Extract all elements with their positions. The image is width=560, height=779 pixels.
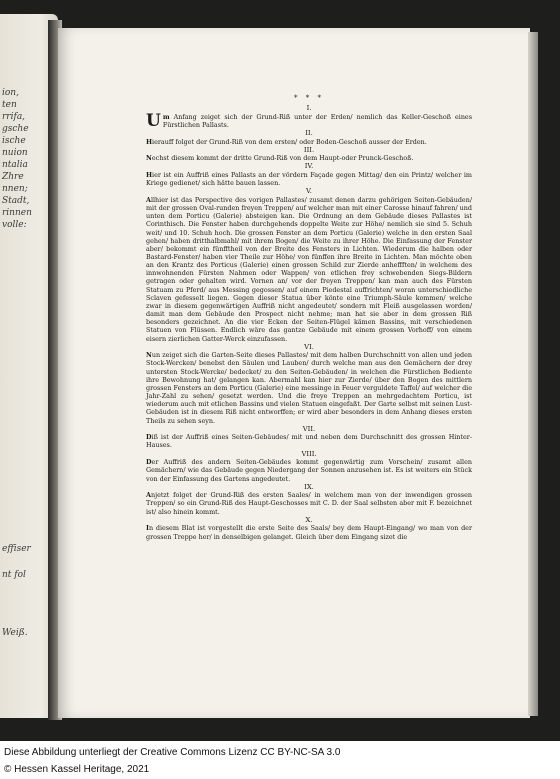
section-numeral: IX. [304,482,314,491]
section-numeral: VII. [302,424,316,433]
section-numeral: IV. [304,162,314,171]
section-numeral: II. [305,128,313,137]
left-page-fragment: gsche [2,124,29,134]
section-text: Hierauff folget der Grund-Riß von dem ersten/ oder Boden-Geschoß ausser der Erden. [146,137,427,146]
section-numeral: VIII. [301,449,317,458]
section-numeral: VI. [304,342,314,351]
image-footer [4,744,556,778]
left-page-fragment: nuion [2,148,28,158]
section-numeral: I. [306,104,312,112]
left-page-fragment: ntalia [2,160,28,170]
left-page-fragment: ten [2,100,17,110]
left-page-fragment: rrifa, [2,112,26,122]
section-numeral: III. [303,145,315,154]
left-page-fragment: Stadt, [2,196,30,206]
section-text [146,110,472,131]
left-page-fragment: volle: [2,220,27,230]
section-text: Anjetzt folget der Grund-Riß des ersten Saales/ in welchem man von der inwendigen grossen Treppen/ so ein Grund-Riß des Haupt-Geschosses mit C. D. der Saal selbsten aber mit F. bezeichnet ist/ also hinein kommt. [146,491,472,516]
left-page-fragment: effiser [2,544,31,554]
section-body: m Anfang zeiget sich der Grund-Riß unter der Erden/ nemlich das Keller-Geschoß eines Fürstlichen Pallasts. [162,112,472,129]
section-text: Nun zeiget sich die Garten-Seite dieses Pallastes/ mit dem halben Durchschnitt von allen und jeden Stock-Wercken/ benebst den Säulen und Lauben/ durch welche man aus den Gemächern der drey untersten Stock-Wercke/ bedecket/ zu den Seiten-Gebäuden/ in welchen die Fürstlichen Bediente ihre Bewohnung hat/ gelangen kan. Abermahl kan hier zur Zierde/ über den Bogen des mittlern grossen Fensters an dem Porticu (Galerie) eine messinge in Feuer verguldete Taffel/ auf welcher die Jahr-Zahl zu sehen/ gesetzt werden. Und die freye Treppen an mehrgedachtem Porticu, ist wiederum auch mit etlichen Bassins und vielen Statuen eingefaßt. Der Garte selbst mit seinen Lust-Gebäuden ist in diesem Riß nicht entworffen; er wird aber besonders in dem Anhang dieses ersten Theils zu sehen seyn. [146,351,472,425]
section-text: Nechst diesem kommt der dritte Grund-Riß von dem Haupt-oder Prunck-Geschoß. [146,154,414,163]
drop-cap: U [146,110,161,131]
left-page-fragment: rinnen [2,208,32,218]
left-page-fragment: Weiß. [2,628,28,638]
copyright-notice: © Hessen Kassel Heritage, 2021 [4,764,150,775]
section-text: Allhier ist das Perspective des vorigen Pallastes/ zusamt denen darzu gehörigen Seiten-Gebäuden/ mit der grossen Oval-runden freyen Treppen/ auf welcher man mit einer Carosse hinauf fahren/ und unten dem Porticu (Galerie) absteigen kan. Die Ordnung an dem Gebäude dieses Pallastes ist Corinthisch. Die Fenster haben durchgehends doppelte Weite zur Höhe/ nemlich sie sind 5. Schuh weit/ und 10. Schuh hoch. Die grossen Fenster an dem Porticu (Galerie) welche in den ersten Saal gehen/ haben dritthalbmahl/ mit ihrem Bogen/ die Weite zu ihrer Höhe. Die Einfassung der Fenster aber/ bekommt ein fünfftheil von der Breite des Fensters in Lichten. Wiederum die halben oder Bastard-Fenster/ haben vier Theile zur Höhe/ von fünffen ihre Breite in Lichten. Man möchte oben an den Krantz des Porticus (Galerie) einen grossen Schild zur Zierde anheffften/ in welchem des innwohnenden Fürsten Nahmen oder Wappen/ von etlichen frey schwebenden Siegs-Bildern getragen oder gehalten wird. Vornen an/ vor der freyen Treppen/ kan man auch des Fürsten Statuam zu Pferd/ aus Messing gegossen/ auf einem Piedestal auffrichten/ woran unterschiedliche Sclaven gefesselt liegen. Gegen dieser Statua über könte eine Triumph-Säule kommen/ welche zwar in diesem gegenwärtigen Auffriß nicht angedeutet/ sondern mit Fleiß ausgelassen worden/ damit man dem Gebäude den Prospect nicht nehme; man hat sie aber in dem grossen Riß besonders gezeichnet. An die vier Ecken der Seiten-Flügel kämen Bassins, mit verschiedenen Statuen von Flüssen. Endlich wäre das gantze Gebäude mit einem grossen Vorhoff/ von einem eisern zierlichen Gatter-Werck einzufassen. [146,195,472,343]
left-page-fragment: nnen; [2,184,28,194]
section-text: Diß ist der Auffriß eines Seiten-Gebäudes/ mit und neben dem Durchschnitt des grossen Hinter-Hauses. [146,433,472,450]
left-page-fragment: Zhre [2,172,24,182]
document-text [146,92,472,541]
section-numeral: X. [305,515,313,524]
section-text: Der Auffriß des andern Seiten-Gebäudes kommt gegenwärtig zum Vorschein/ zusamt allen Gemächern/ wie das Gebäude gegen Niedergang der Sonnen anzusehen ist. Es ist weiters ein Stück von der Einfassung des Gartens angedeutet. [146,458,472,483]
page-edge [528,32,538,716]
left-page-fragment: ische [2,136,26,146]
ornament-stars: * * * [294,94,324,102]
section-text: Hier ist ein Auffriß eines Pallasts an der vördern Façade gegen Mittag/ den ein Printz/ welcher im Kriege gedienet/ sich hätte bauen lassen. [146,171,472,188]
left-page-fragment: ion, [2,88,19,98]
section-numeral: V. [306,187,312,196]
license-notice: Diese Abbildung unterliegt der Creative Commons Lizenz CC BY-NC-SA 3.0 [4,747,341,758]
section-text: In diesem Blat ist vorgestellt die erste Seite des Saals/ bey dem Haupt-Eingang/ wo man von der grossen Treppe her/ in denselbigen gelanget. Gleich über dem Eingang sizet die [146,524,472,541]
left-page-fragment: nt fol [2,570,26,580]
